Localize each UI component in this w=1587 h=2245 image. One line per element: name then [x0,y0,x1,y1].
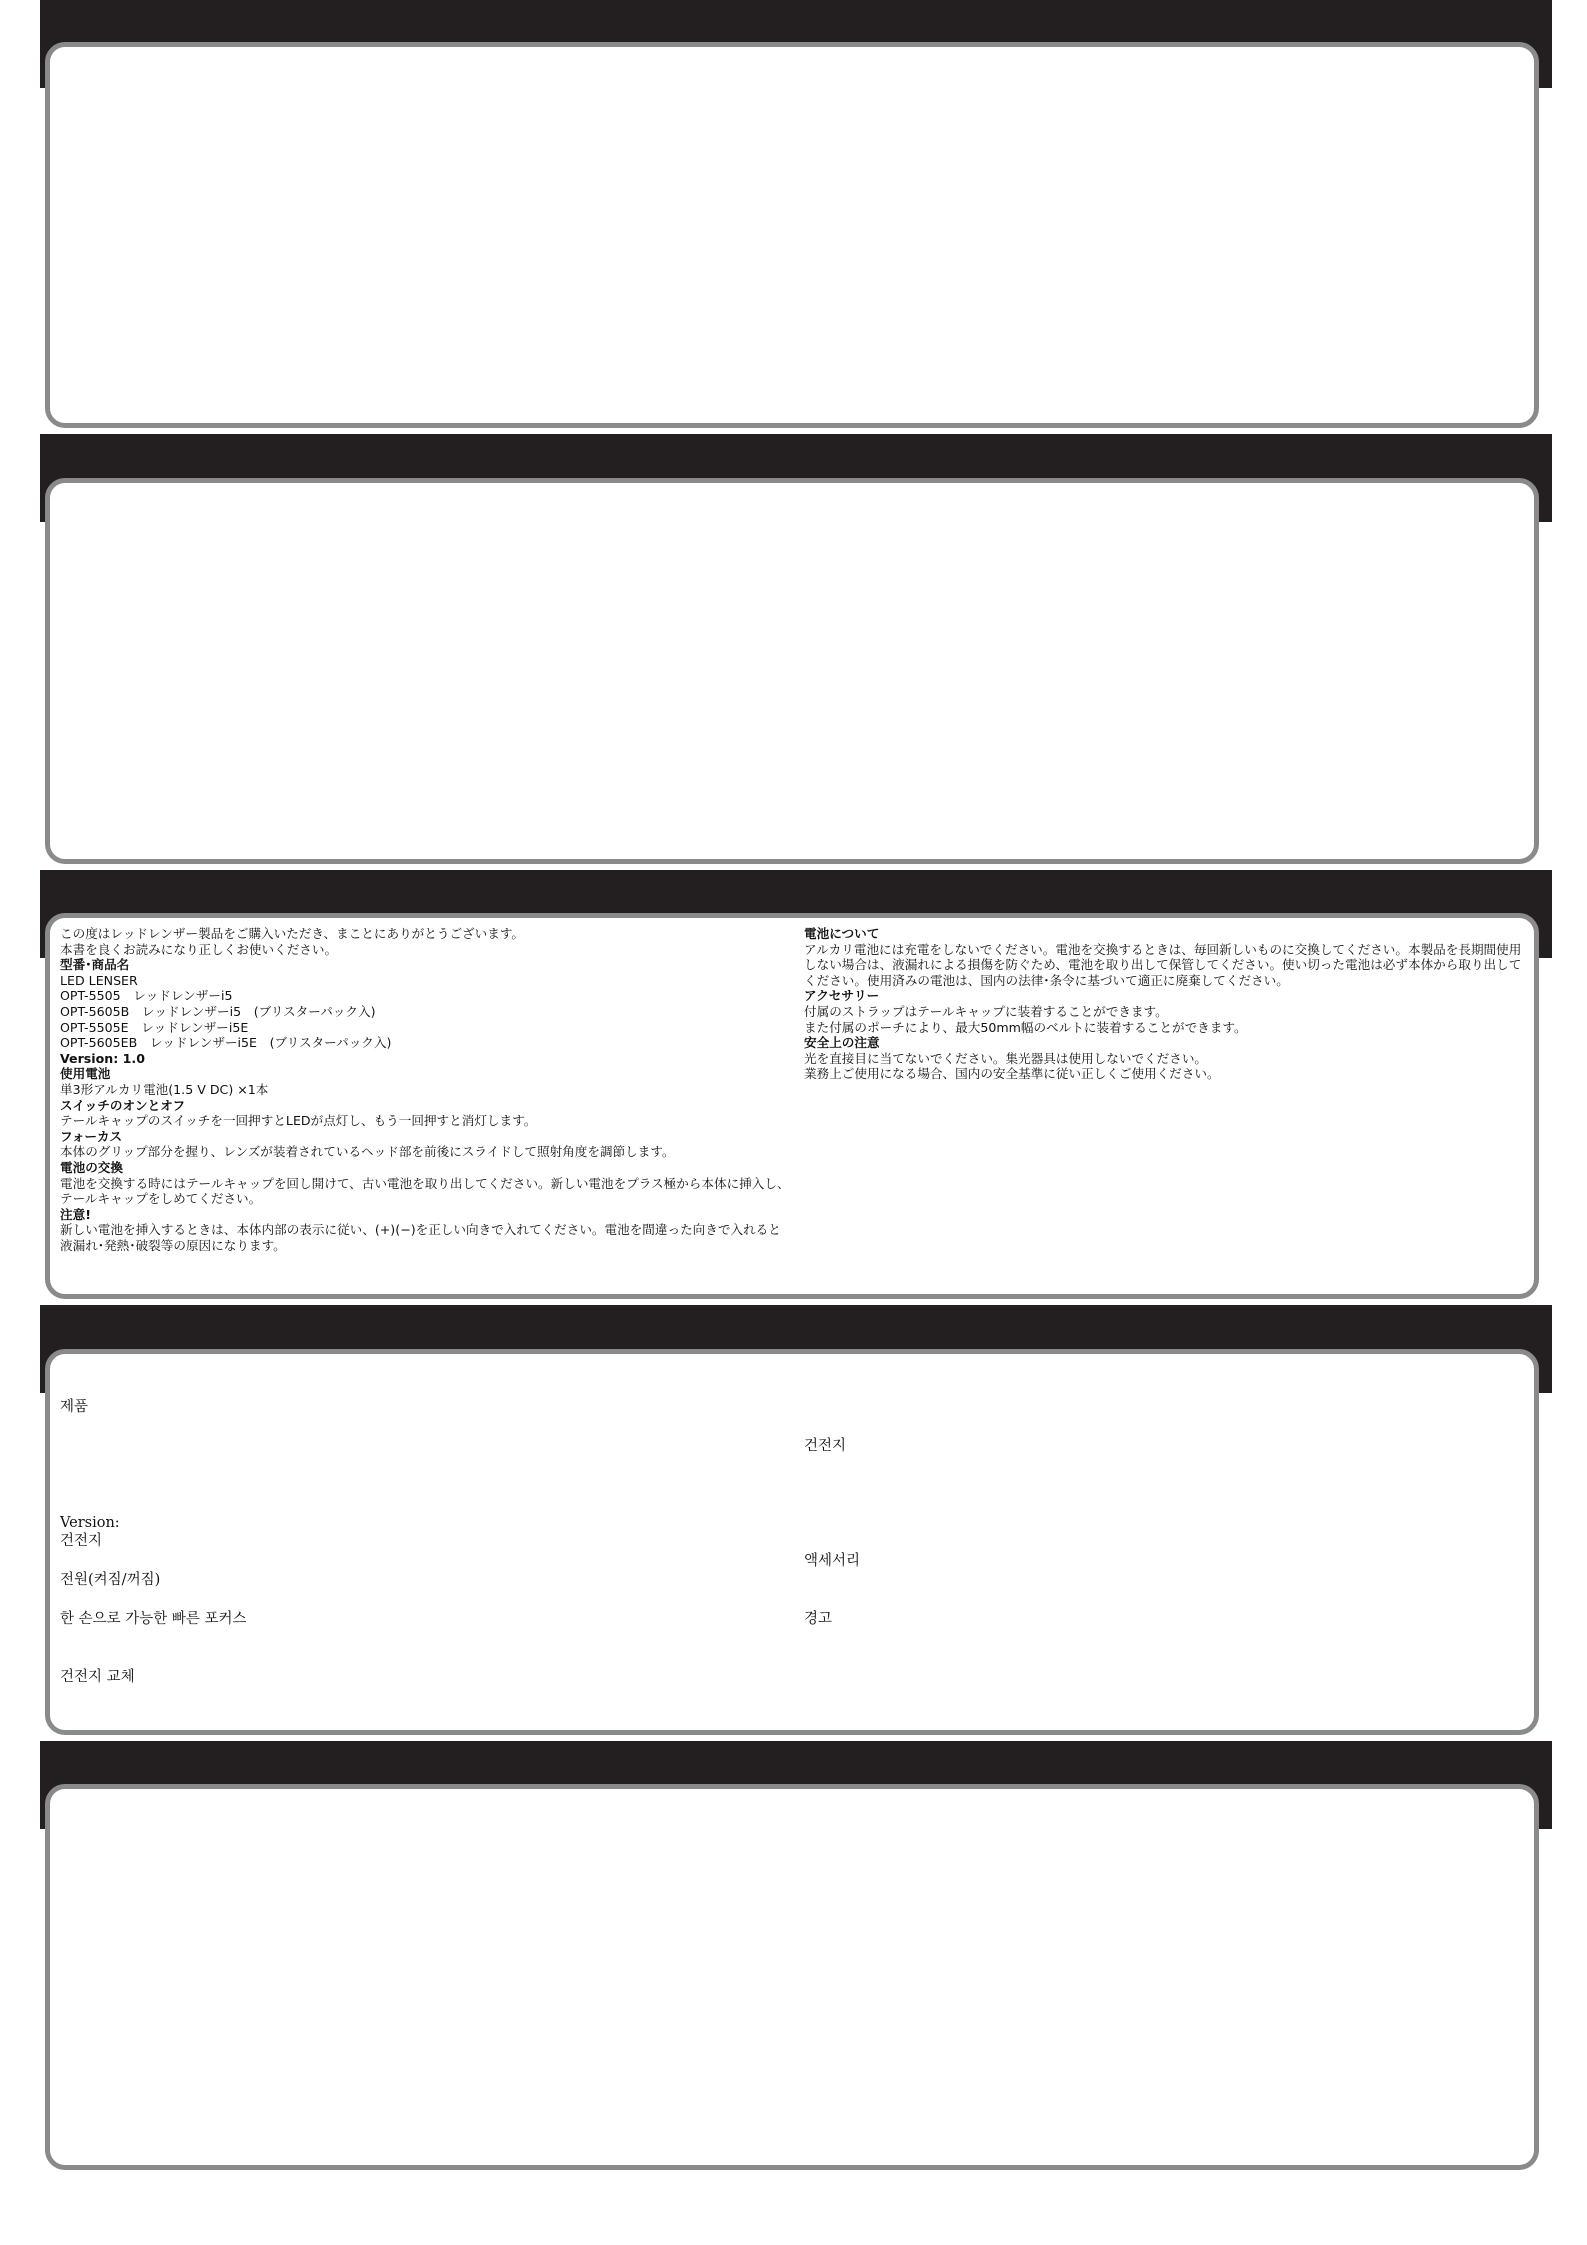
section-2-panel [45,478,1539,864]
japanese-left-column [60,926,800,1253]
paragraph: 本体のグリップ部分を握り、レンズが装着されているヘッド部を前後にスライドして照射角度を調節します。 [60,1144,675,1160]
kr-accessory-heading: 액세서리 [804,1553,861,1569]
section-heading: Version: 1.0 [60,1050,145,1066]
paragraph: 電池を交換する時にはテールキャップを回し開けて、古い電池を取り出してください。新しい電池をプラス極から本体に挿入し、 テールキャップをしめてください。 [60,1175,790,1207]
paragraph: アルカリ電池には充電をしないでください。電池を交換するときは、毎回新しいものに交換してください。本製品を長期間使用 しない場合は、液漏れによる損傷を防ぐため、電池を取り出して保管してください。使い切った電池は必ず本体から取り出して ください。使用済みの電池は、国内の法律･条令に基づいて適正に廃棄してください。 [804,941,1522,988]
kr-version-label: Version: 건전지 [60,1515,120,1549]
section-heading: スイッチのオンとオフ [60,1097,186,1113]
paragraph: 新しい電池を挿入するときは、本体内部の表示に従い、(+)(−)を正しい向きで入れてください。電池を間違った向きで入れると 液漏れ･発熱･破裂等の原因になります。 [60,1222,781,1253]
section-4-panel [45,1349,1539,1735]
section-heading: 電池の交換 [60,1159,123,1175]
paragraph: LED LENSER OPT-5505 レッドレンザーi5 OPT-5605B レッドレンザーi5 (ブリスターパック入) OPT-5505E レッドレンザーi5E OPT-5605EB レッドレンザーi5E (ブリスターパック入) [60,972,392,1051]
paragraph: 単3形アルカリ電池(1.5 V DC) ×1本 [60,1081,269,1097]
japanese-right-column [804,926,1524,1082]
kr-battery-heading: 건전지 [804,1438,847,1454]
section-heading: 電池について [804,926,880,941]
kr-power-heading: 전원(켜짐/꺼짐) [60,1572,161,1588]
paragraph: この度はレッドレンザー製品をご購入いただき、まことにありがとうございます。 本書を良くお読みになり正しくお使いください。 [60,926,525,957]
paragraph: 光を直接目に当てないでください。集光器具は使用しないでください。 業務上ご使用になる場合、国内の安全基準に従い正しくご使用ください。 [804,1050,1220,1082]
paragraph: 付属のストラップはテールキャップに装着することができます。 また付属のポーチにより、最大50mm幅のベルトに装着することができます。 [804,1003,1247,1035]
kr-focus-heading: 한 손으로 가능한 빠른 포커스 [60,1611,247,1627]
section-heading: アクセサリー [804,988,880,1004]
paragraph: テールキャップのスイッチを一回押すとLEDが点灯し、もう一回押すと消灯します。 [60,1113,537,1129]
section-heading: 安全上の注意 [804,1035,880,1051]
section-5-panel [45,1784,1539,2170]
section-heading: 注意! [60,1206,91,1222]
kr-battery-change-heading: 건전지 교체 [60,1669,135,1685]
section-heading: 型番･商品名 [60,957,130,973]
section-1-panel [45,42,1539,428]
section-heading: 使用電池 [60,1066,111,1082]
kr-warning-heading: 경고 [804,1611,833,1627]
section-heading: フォーカス [60,1128,123,1144]
kr-product-heading: 제품 [60,1399,89,1415]
